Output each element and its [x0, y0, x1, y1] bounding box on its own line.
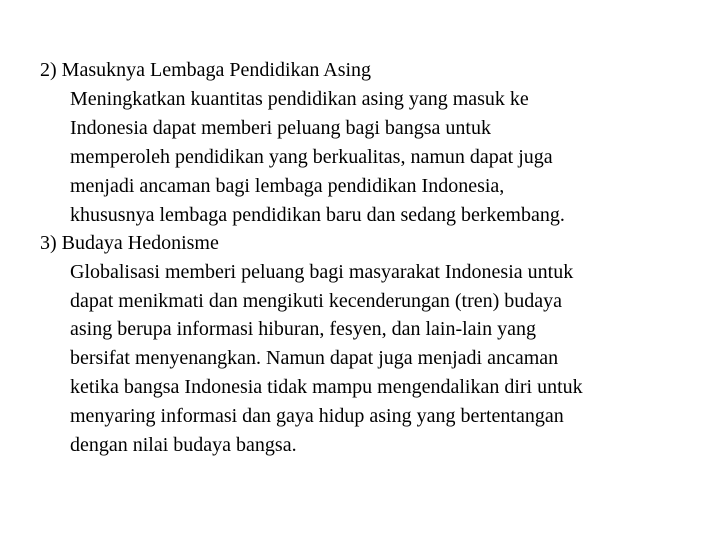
paragraph-line: Indonesia dapat memberi peluang bagi bangsa untuk — [70, 117, 491, 139]
paragraph-line: khususnya lembaga pendidikan baru dan sedang berkembang. — [70, 204, 565, 226]
paragraph-line: Meningkatkan kuantitas pendidikan asing yang masuk ke — [70, 88, 529, 110]
paragraph-line: menyaring informasi dan gaya hidup asing yang bertentangan — [70, 405, 564, 427]
section-heading: 3) Budaya Hedonisme — [40, 232, 219, 254]
section-heading: 2) Masuknya Lembaga Pendidikan Asing — [40, 59, 372, 81]
paragraph-line: ketika bangsa Indonesia tidak mampu mengendalikan diri untuk — [70, 376, 583, 398]
paragraph-line: asing berupa informasi hiburan, fesyen, dan lain-lain yang — [70, 318, 536, 340]
paragraph-line: Globalisasi memberi peluang bagi masyarakat Indonesia untuk — [70, 261, 574, 283]
paragraph-line: bersifat menyenangkan. Namun dapat juga menjadi ancaman — [70, 347, 559, 369]
paragraph-line: memperoleh pendidikan yang berkualitas, namun dapat juga — [70, 146, 553, 168]
paragraph-line: dapat menikmati dan mengikuti kecenderungan (tren) budaya — [70, 290, 563, 312]
paragraph-line: menjadi ancaman bagi lembaga pendidikan Indonesia, — [70, 175, 505, 197]
paragraph-line: dengan nilai budaya bangsa. — [70, 434, 297, 456]
